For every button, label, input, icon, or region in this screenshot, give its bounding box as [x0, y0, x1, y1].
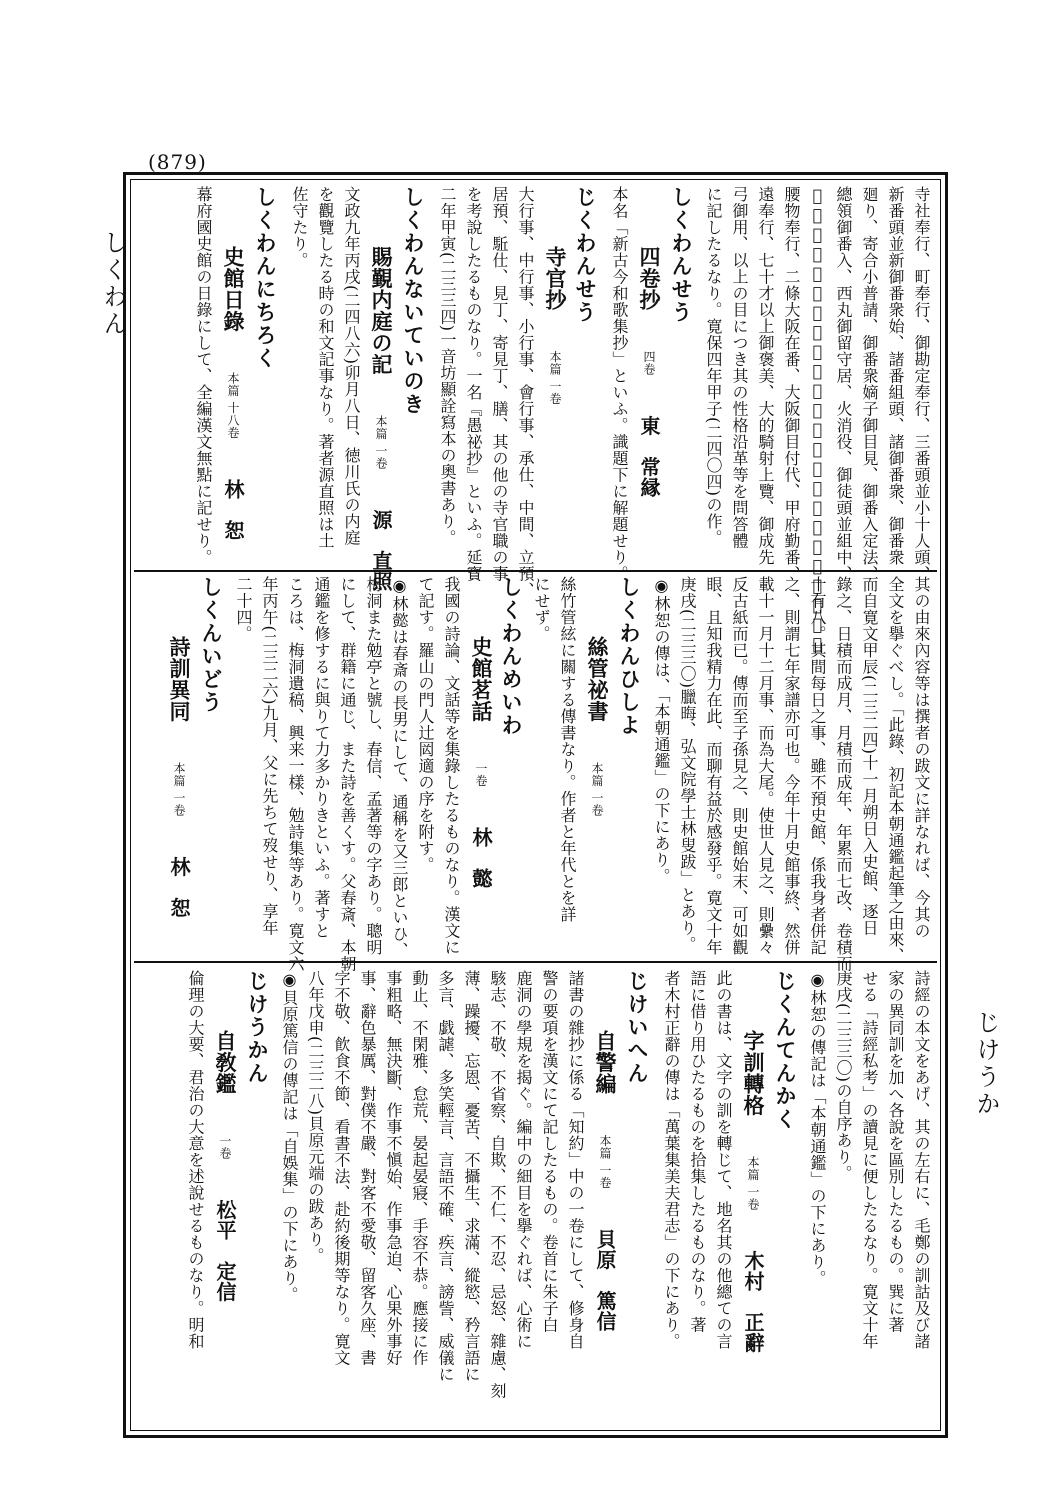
text-column: 新番頭並新御番衆始、諸番組頭、諸御番衆、御番衆	[886, 186, 905, 566]
text-column: 弓御用、以上の目につき其の性格沿革等を問答體	[730, 186, 749, 549]
entry-heading: しくわんひしよ	[617, 576, 642, 737]
text-column: に記したるなり。寛保四年甲子(二四〇四)の作。	[704, 186, 723, 546]
entry-body: 語に借り用ひたるものを拾集したるものなり。著	[688, 970, 707, 1333]
text-column: 廻り、寄合小普請、御番衆嫡子御目見、御番入定法、	[860, 186, 879, 582]
text-column: 其の由來內容等は撰者の跋文に詳なれば、今其の	[912, 576, 931, 939]
entry-body: 駭志、不敬、不省察、自欺、不仁、不忍、忌怒、雜慮、刻	[488, 970, 507, 1399]
text-column: 之、則謂七年家譜亦可也。今年十月史館事終、然併	[782, 576, 801, 956]
text-column: 反古紙而已。傳而至子孫見之、則史館始末、可如觀	[730, 576, 749, 956]
entry-body: 鹿洞の學規を揭ぐ。編中の細目を擧ぐれば、心術に	[514, 970, 533, 1350]
entry-body: 幕府國史館の日錄にして、全編漢文無點に記せり。	[194, 186, 213, 566]
entry-title: 史館茗話一卷林 懿	[469, 636, 494, 889]
section-divider	[134, 961, 937, 963]
text-column: 而自寛文甲辰(二三二四)十一月朔日入史館、逐日	[860, 576, 879, 936]
text-column: 錄之、日積而成月、月積而成年、年累而七改、卷積而	[834, 576, 853, 972]
entry-body: 我國の詩論、文話等を集錄したるものなり。漢文に	[442, 576, 461, 956]
text-column: 全文を擧ぐべし。「此錄、初記本朝通鑑起筆之由來、	[886, 576, 905, 964]
entry-body: 事、辭色暴厲、對僕不嚴、對客不愛敬、留客久座、書	[358, 970, 377, 1366]
entry-heading: じけいへん	[625, 970, 650, 1085]
entry-heading: しくわんないていのき	[401, 186, 426, 416]
entry-title: 四卷抄四卷東 常縁	[637, 246, 662, 498]
entry-body: 居預、駈仕、見丁、寄見丁、膳、其の他の寺官職の事	[490, 186, 509, 582]
entry-body: 動止、不閑雅、怠荒、晏起晏寢、手容不恭。應接に作	[410, 970, 429, 1366]
entry-body: 文政九年丙戌(二四八六)卯月八日、徳川氏の内庭	[342, 186, 361, 546]
entry-heading: しくわんにちろく	[253, 186, 278, 370]
entry-title: 自警編本篇 一卷貝原 篤信	[593, 1030, 618, 1332]
entry-body: 字不敬、飮食不節、看書不法、赴約後期等なり。寛文	[332, 970, 351, 1366]
entry-body: 倫理の大要、君治の大意を述說せるものなり。明和	[186, 970, 205, 1350]
entry-body: 絲竹管絃に關する傳書なり。作者と年代とを詳	[558, 576, 577, 923]
entry-body: にして、群籍に通じ、また詩を善くす。父春斎、本朝	[338, 576, 357, 972]
margin-label-top: しくわん	[99, 230, 127, 338]
text-column: 載十一月十二月事、而為大尾。使世人見之、則纍々	[756, 576, 775, 956]
entry-heading: じくわんせう	[573, 186, 598, 324]
text-column: 庚戌(二三三〇)臘晦、弘文院學士林叟跋」とあり。	[678, 576, 697, 953]
text-column: 遠奉行、七十才以上御褒美、大的騎射上覽、御成先	[756, 186, 775, 566]
entry-title: 自敎鑑一卷松平 定信	[213, 1030, 238, 1302]
text-column: 寺社奉行、町奉行、御勘定奉行、三番頭並小十人頭、	[912, 186, 931, 582]
text-column: ◉林恕の傳記は「本朝通鑑」の下にあり。	[808, 970, 827, 1287]
entry-body: 此の書は、文字の訓を轉じて、地名其の他總ての言	[714, 970, 733, 1350]
text-column: 𤥨数御役替、二段布衣、諸御番方出役、御蔵奉行、御	[808, 186, 827, 654]
text-column: 詩經の本文をあげ、其の左右に、毛鄭の訓詁及び諸	[912, 970, 931, 1350]
entry-body: 本名「新古今和歌集抄」といふ。識題下に解題せり。	[610, 186, 629, 582]
text-column: 庚戌(二三三〇)の自序あり。	[834, 970, 853, 1182]
entry-body: を觀覽したる時の和文記事なり。著者源直照は土	[316, 186, 335, 549]
page-number: (879)	[148, 150, 207, 174]
entry-body: 大行事、中行事、小行事、會行事、承仕、中間、立預、	[516, 186, 535, 599]
entry-body: 年丙午(二三二六)九月、父に先ちて歿せり、享年	[260, 576, 279, 936]
text-column: 眼、且知我精力在此、而聊有益於感發乎。寛文十年	[704, 576, 723, 956]
entry-body: 事粗略、無決斷、作事不愼始、作事急迫、心果外事好	[384, 970, 403, 1366]
entry-body: 佐守たり。	[290, 186, 309, 269]
entry-body: 二十四。	[234, 576, 253, 642]
entry-title: 絲管祕書本篇 一卷	[585, 636, 610, 817]
text-column: ◉林恕の傳は、「本朝通鑑」の下にあり。	[652, 576, 671, 885]
text-column: せる「詩經私考」の讀見に便したるなり。寛文十年	[860, 970, 879, 1350]
entry-body: 通鑑を修するに與りて力多かりきといふ。著すと	[312, 576, 331, 939]
entry-body: 諸書の雜抄に係る「知約」中の一卷にして、修身自	[566, 970, 585, 1350]
entry-heading: じけうかん	[245, 970, 270, 1085]
text-column: 十有八。其間每日之事、雖不預史館、係我身者併記	[808, 576, 827, 956]
entry-heading: しくわんせう	[669, 186, 694, 324]
entry-heading: しくんいどう	[199, 576, 224, 714]
entry-body: を考說したるものなり。一名『愚祕抄』といふ。延寳	[464, 186, 483, 582]
entry-heading: しくわんめいわ	[499, 576, 524, 737]
entry-title: 寺官抄本篇 一卷	[543, 246, 568, 405]
entry-title: 賜覲内庭の記本篇 一卷源 直照	[369, 246, 394, 592]
entry-body: 八年戊申(二三二八)貝原元端の跋あり。	[306, 970, 325, 1264]
entry-body: にせず。	[532, 576, 551, 642]
entry-body: ◉林懿は春斎の長男にして、通稱を又三郎といひ、	[390, 576, 409, 959]
entry-body: 二年甲寅(二三三四)一音坊顯詮寫本の奧書あり。	[438, 186, 457, 546]
section-3	[144, 970, 934, 1399]
text-column: 家の異同訓を加へ各說を區別したるもの。巽に著	[886, 970, 905, 1333]
entry-body: て記す。羅山の門人辻㒺適の序を附す。	[416, 576, 435, 873]
entry-title: 詩訓異同本篇 一卷林 恕	[167, 636, 192, 918]
entry-title: 字訓轉格本篇 一卷木村 正辭	[741, 1030, 766, 1353]
entry-body: ◉貝原篤信の傳記は「自娛集」の下にあり。	[280, 970, 299, 1303]
text-column: 總領御番入、西丸御留守居、火消役、御徒頭並組中、	[834, 186, 853, 582]
entry-body: 多言、戯謔、多笑輕言、言語不確、疾言、謗訾、威儀に	[436, 970, 455, 1383]
entry-body: 薄、躁擾、忘恩、憂苦、不攝生、求滿、縱慾、矜言語に	[462, 970, 481, 1383]
entry-body: 梅洞また勉亭と號し、春信、孟著等の字あり。聰明	[364, 576, 383, 956]
text-column: 腰物奉行、二條大阪在番、大阪御目付代、甲府勤番、	[782, 186, 801, 582]
entry-title: 史館日錄本篇 十八卷林 恕	[221, 246, 246, 541]
entry-body: 警の要項を漢文にて記したるもの。卷首に朱子白	[540, 970, 559, 1333]
entry-body: ころは、梅洞遺稿、興来一樣、勉詩集等あり。寛文六	[286, 576, 305, 972]
section-2	[144, 576, 934, 972]
margin-label-bottom: じけうか	[972, 1010, 1000, 1118]
entry-body: 者木村正辭の傳は「萬葉集美夫君志」の下にあり。	[662, 970, 681, 1350]
entry-heading: じくんてんかく	[773, 970, 798, 1131]
